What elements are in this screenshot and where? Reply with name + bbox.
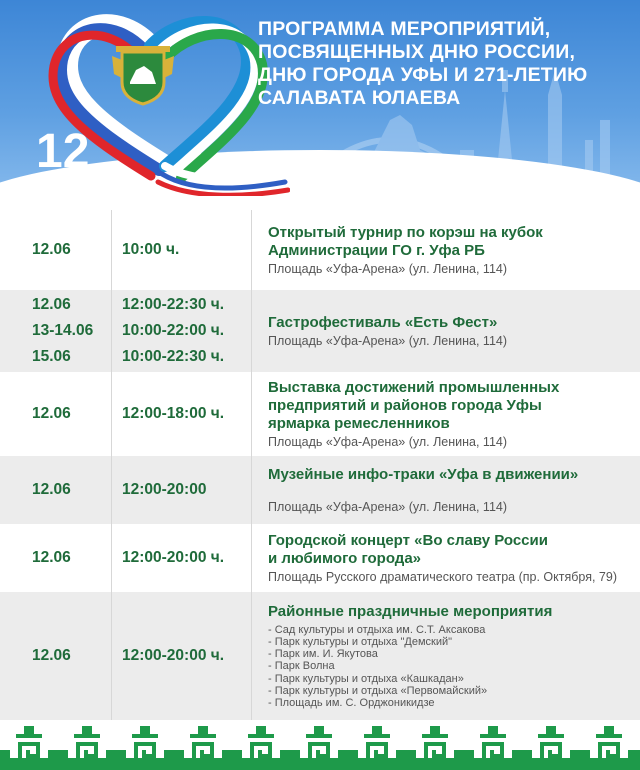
time-cell (112, 210, 252, 290)
event-cell (252, 524, 640, 592)
title-line: САЛАВАТА ЮЛАЕВА (258, 87, 461, 109)
time-cell (112, 290, 252, 372)
date-cell (0, 524, 112, 592)
time-cell (112, 456, 252, 524)
event-venue: Площадь «Уфа-Арена» (ул. Ленина, 114) (268, 434, 508, 449)
event-date: 12.06 (32, 549, 71, 566)
list-item: - Сад культуры и отдыха им. С.Т. Аксакова (268, 624, 640, 636)
event-title: Администрации ГО г. Уфа РБ (268, 241, 485, 259)
bashkir-ornament-border (0, 722, 640, 770)
title-line: ПОСВЯЩЕННЫХ ДНЮ РОССИИ, (258, 41, 576, 63)
list-item: - Площадь им. С. Орджоникидзе (268, 697, 640, 709)
event-time: 10:00-22:00 ч. (122, 322, 225, 339)
event-title: и любимого города» (268, 549, 422, 567)
event-time: 12:00-20:00 ч. (122, 647, 225, 664)
event-time: 12:00-20:00 (122, 481, 207, 498)
list-item: - Парк Волна (268, 660, 640, 672)
event-date: 12.06 (32, 647, 71, 664)
date-cell (0, 456, 112, 524)
date-day: 12 (36, 125, 90, 178)
event-time: 12:00-22:30 ч. (122, 296, 225, 313)
event-cell (252, 210, 640, 290)
title-line: ПРОГРАММА МЕРОПРИЯТИЙ, (258, 18, 551, 40)
event-venue: Площадь Русского драматического театра (пр. Октября, 79) (268, 569, 617, 584)
event-venue: Площадь «Уфа-Арена» (ул. Ленина, 114) (268, 333, 508, 348)
event-time: 10:00-22:30 ч. (122, 348, 225, 365)
date-cell (0, 372, 112, 456)
event-date: 12.06 (32, 241, 71, 258)
event-time: 10:00 ч. (122, 241, 180, 258)
event-title: предприятий и районов города Уфы (268, 396, 542, 414)
date-cell (0, 290, 112, 372)
table-row (0, 372, 640, 456)
event-cell (252, 456, 640, 524)
program-title (258, 18, 628, 110)
event-time: 12:00-18:00 ч. (122, 405, 225, 422)
table-row (0, 592, 640, 720)
list-item: - Парк культуры и отдыха "Демский" (268, 636, 640, 648)
event-date: 15.06 (32, 348, 71, 365)
time-cell (112, 524, 252, 592)
table-row (0, 210, 640, 290)
event-title: Городской концерт «Во славу России (268, 531, 548, 549)
event-cell (252, 290, 640, 372)
event-title: Музейные инфо-траки «Уфа в движении» (268, 465, 579, 483)
park-list (268, 624, 640, 709)
event-date: 13-14.06 (32, 322, 94, 339)
events-schedule-table (0, 210, 640, 720)
date-cell (0, 210, 112, 290)
event-title: ярмарка ремесленников (268, 414, 450, 432)
event-title: Гастрофестиваль «Есть Фест» (268, 313, 498, 331)
title-line: ДНЮ ГОРОДА УФЫ И 271-ЛЕТИЮ (258, 64, 588, 86)
header-banner (0, 0, 640, 208)
event-title: Открытый турнир по корэш на кубок (268, 223, 543, 241)
event-date: 12.06 (32, 405, 71, 422)
event-cell (252, 592, 640, 720)
date-cell (0, 592, 112, 720)
event-venue: Площадь «Уфа-Арена» (ул. Ленина, 114) (268, 261, 508, 276)
table-row (0, 524, 640, 592)
list-item: - Парк культуры и отдыха «Первомайский» (268, 685, 640, 697)
event-cell (252, 372, 640, 456)
event-date: 12.06 (32, 296, 71, 313)
time-cell (112, 592, 252, 720)
event-title: Районные праздничные мероприятия (268, 602, 553, 620)
event-time: 12:00-20:00 ч. (122, 549, 225, 566)
event-title: Выставка достижений промышленных (268, 378, 560, 396)
table-row (0, 456, 640, 524)
list-item: - Парк им. И. Якутова (268, 648, 640, 660)
table-row (0, 290, 640, 372)
event-venue: Площадь «Уфа-Арена» (ул. Ленина, 114) (268, 499, 508, 514)
date-month: июня (30, 177, 76, 196)
event-date: 12.06 (32, 481, 71, 498)
list-item: - Парк культуры и отдыха «Кашкадан» (268, 673, 640, 685)
ufa-coat-of-arms-icon (108, 42, 178, 108)
time-cell (112, 372, 252, 456)
